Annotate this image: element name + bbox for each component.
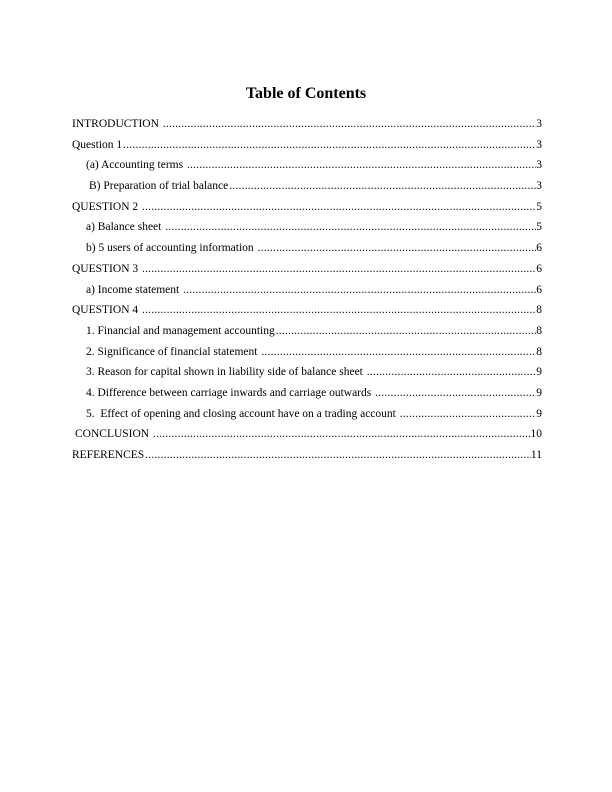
toc-dot-leader [123,138,536,152]
toc-dot-leader [142,200,536,214]
toc-entry[interactable] [72,179,542,200]
toc-entry[interactable] [72,158,542,179]
toc-dot-leader [145,448,531,462]
toc-entry-title: a) Income statement [86,283,183,296]
toc-entry-page-number: 5 [536,221,542,234]
toc-entry[interactable] [72,345,542,366]
toc-entry[interactable] [72,427,542,448]
toc-entry-page-number: 6 [536,283,542,296]
toc-entry[interactable] [72,303,542,324]
toc-entry-title: b) 5 users of accounting information [86,242,257,255]
toc-entry-page-number: 10 [530,428,542,441]
toc-entry-page-number: 3 [536,180,542,193]
toc-dot-leader [165,220,536,234]
toc-entry-title: 5. Effect of opening and closing account have on a trading account [86,407,399,420]
toc-entry-title: 3. Reason for capital shown in liability side of balance sheet [86,366,366,379]
toc-entry-title: (a) Accounting terms [86,159,186,172]
toc-entry-title: QUESTION 2 [72,200,141,213]
toc-dot-leader [367,365,536,379]
toc-entry[interactable] [72,407,542,428]
toc-dot-leader [153,427,531,441]
toc-entry[interactable] [72,138,542,159]
toc-dot-leader [258,241,537,255]
toc-dot-leader [163,117,536,131]
toc-entry-page-number: 3 [536,159,542,172]
toc-list [72,117,542,469]
toc-entry-title: 1. Financial and management accounting [86,324,275,337]
toc-entry[interactable] [72,200,542,221]
toc-entry-page-number: 9 [536,407,542,420]
toc-entry-page-number: 8 [536,345,542,358]
toc-entry[interactable] [72,220,542,241]
toc-entry[interactable] [72,448,542,469]
toc-entry-title: 4. Difference between carriage inwards and carriage outwards [86,386,375,399]
toc-dot-leader [142,303,536,317]
toc-entry[interactable] [72,365,542,386]
toc-entry-page-number: 6 [536,262,542,275]
toc-entry-page-number: 3 [536,138,542,151]
toc-entry-title: QUESTION 3 [72,262,141,275]
toc-dot-leader [187,158,536,172]
toc-entry[interactable] [72,117,542,138]
toc-entry[interactable] [72,241,542,262]
toc-entry-title: INTRODUCTION [72,118,162,130]
toc-entry-title: B) Preparation of trial balance [89,180,229,193]
toc-entry[interactable] [72,324,542,345]
toc-dot-leader [183,283,536,297]
toc-entry-page-number: 5 [536,200,542,213]
toc-dot-leader [229,179,536,193]
toc-entry[interactable] [72,262,542,283]
toc-dot-leader [142,262,536,276]
toc-dot-leader [276,324,537,338]
toc-entry-page-number: 9 [536,366,542,379]
toc-entry-title: 2. Significance of financial statement [86,345,261,358]
toc-entry-page-number: 6 [536,242,542,255]
toc-entry-title: QUESTION 4 [72,304,141,317]
toc-dot-leader [261,345,536,359]
toc-title: Table of Contents [245,85,367,102]
toc-dot-leader [400,407,537,421]
toc-entry-title: a) Balance sheet [86,221,165,234]
toc-entry[interactable] [72,283,542,304]
toc-entry-page-number: 8 [536,304,542,317]
toc-dot-leader [375,386,536,400]
toc-entry-title: Question 1 [72,138,123,151]
toc-entry-page-number: 9 [536,386,542,399]
toc-entry-page-number: 8 [536,324,542,337]
toc-entry-page-number: 11 [530,449,542,461]
toc-entry-page-number: 3 [536,118,542,130]
toc-entry-title: REFERENCES [72,449,145,461]
toc-entry-title: CONCLUSION [75,428,152,441]
toc-entry[interactable] [72,386,542,407]
